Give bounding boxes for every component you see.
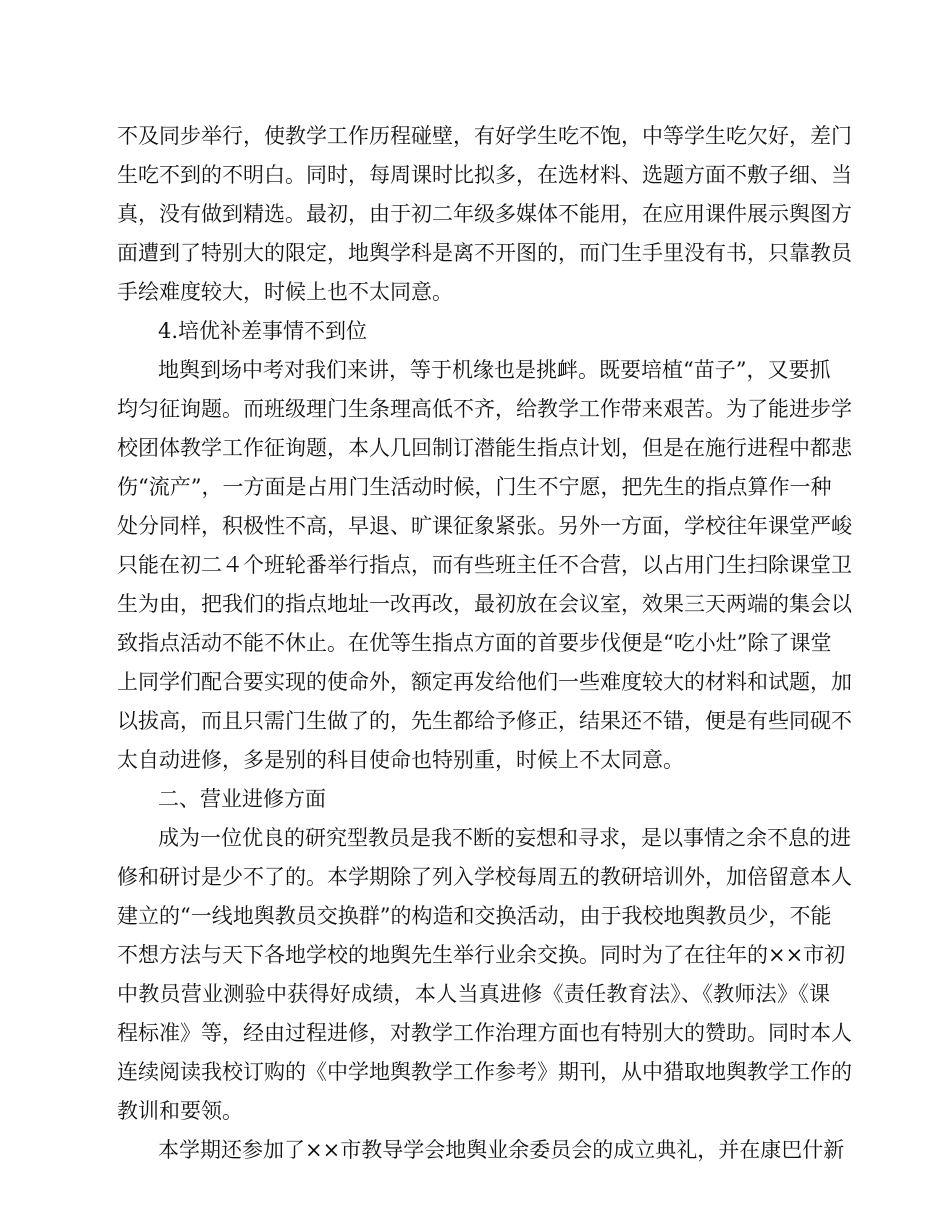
line-text: 均匀征询题。而班级理门生条理高低不齐，给教学工作带来艰苦。为了能进步学 [117, 397, 852, 421]
line-text: 程标准》等，经由过程进修，对教学工作治理方面也有特别大的赞助。同时本人 [117, 1021, 852, 1045]
section-heading [0, 781, 950, 817]
line-text: 生为由，把我们的指点地址一改再改，最初放在会议室，效果三天两端的集会以 [117, 592, 852, 616]
text-line [0, 625, 950, 661]
section-heading [0, 313, 950, 349]
text-line [0, 391, 950, 427]
text-line [0, 274, 950, 310]
line-text: 只能在初二４个班轮番举行指点，而有些班主任不合营，以占用门生扫除课堂卫 [117, 553, 852, 577]
text-line [0, 508, 950, 544]
text-line [0, 586, 950, 622]
text-line [0, 937, 950, 973]
line-text: 校团体教学工作征询题，本人几回制订潜能生指点计划，但是在施行进程中都悲 [117, 436, 852, 460]
line-text: 本学期还参加了××市教导学会地舆业余委员会的成立典礼，并在康巴什新 [158, 1138, 845, 1162]
text-line [0, 157, 950, 193]
line-text: 处分同样，积极性不高，早退、旷课征象紧张。另外一方面，学校往年课堂严峻 [117, 514, 852, 538]
line-text: 不及同步举行，使教学工作历程碰壁，有好学生吃不饱，中等学生吃欠好，差门 [117, 124, 852, 148]
line-text: 中教员营业测验中获得好成绩，本人当真进修《责任教育法》、《教师法》《课 [117, 982, 830, 1006]
line-text: 真，没有做到精选。最初，由于初二年级多媒体不能用，在应用课件展示舆图方 [117, 202, 852, 226]
line-text: 教训和要领。 [117, 1099, 243, 1123]
text-line [0, 664, 950, 700]
line-text: 太自动进修，多是别的科目使命也特别重，时候上不太同意。 [117, 748, 684, 772]
line-text: 不想方法与天下各地学校的地舆先生举行业余交换。同时为了在往年的××市初 [117, 943, 846, 967]
text-line [0, 469, 950, 505]
heading-text: 二、营业进修方面 [158, 787, 326, 811]
line-text: 建立的“一线地舆教员交换群”的构造和交换活动，由于我校地舆教员少，不能 [117, 904, 832, 928]
line-text: 连续阅读我校订购的《中学地舆教学工作参考》期刊，从中猎取地舆教学工作的 [117, 1060, 852, 1084]
text-line [0, 1015, 950, 1051]
line-text: 致指点活动不能不休止。在优等生指点方面的首要步伐便是“吃小灶”除了课堂 [117, 631, 832, 655]
line-text: 面遭到了特别大的限定，地舆学科是离不开图的，而门生手里没有书，只靠教员 [117, 241, 852, 265]
text-line [0, 352, 950, 388]
text-line [0, 742, 950, 778]
line-text: 成为一位优良的研究型教员是我不断的妄想和寻求，是以事情之余不息的进 [158, 826, 851, 850]
text-line [0, 820, 950, 856]
text-line [0, 430, 950, 466]
text-line [0, 898, 950, 934]
line-text: 以拔高，而且只需门生做了的，先生都给予修正，结果还不错，便是有些同砚不 [117, 709, 852, 733]
line-text: 生吃不到的不明白。同时，每周课时比拟多，在选材料、选题方面不敷子细、当 [117, 163, 852, 187]
heading-text: 4.培优补差事情不到位 [158, 319, 368, 343]
text-line [0, 118, 950, 154]
line-text: 上同学们配合要实现的使命外，额定再发给他们一些难度较大的材料和试题，加 [117, 670, 852, 694]
text-line [0, 1093, 950, 1129]
text-line [0, 235, 950, 271]
line-text: 手绘难度较大，时候上也不太同意。 [117, 280, 453, 304]
text-line [0, 976, 950, 1012]
text-line [0, 1054, 950, 1090]
text-line [0, 1132, 950, 1168]
text-line [0, 703, 950, 739]
line-text: 修和研讨是少不了的。本学期除了列入学校每周五的教研培训外，加倍留意本人 [117, 865, 852, 889]
text-line [0, 859, 950, 895]
line-text: 伤“流产”，一方面是占用门生活动时候，门生不宁愿，把先生的指点算作一种 [117, 475, 832, 499]
text-line [0, 547, 950, 583]
line-text: 地舆到场中考对我们来讲，等于机缘也是挑衅。既要培植“苗子”，又要抓 [158, 358, 831, 382]
text-line [0, 196, 950, 232]
